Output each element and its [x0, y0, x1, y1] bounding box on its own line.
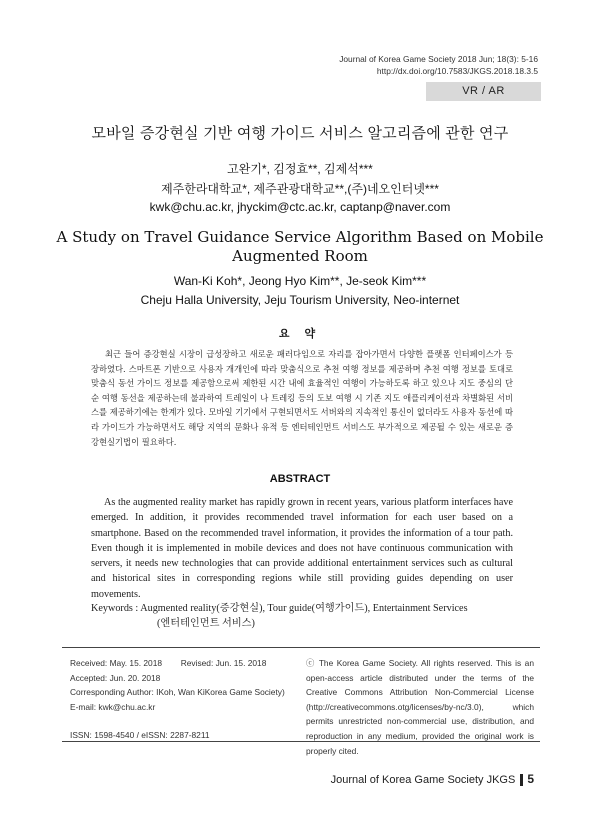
- footer-journal: Journal of Korea Game Society JKGS: [330, 774, 516, 786]
- corresponding-email: E-mail: kwk@chu.ac.kr: [70, 701, 156, 712]
- footer-separator: [520, 774, 523, 786]
- keywords-label: Keywords :: [91, 603, 139, 614]
- title-english-line1: A Study on Travel Guidance Service Algorithm Based on Mobile: [56, 228, 544, 246]
- accepted-date: Accepted: Jun. 20. 2018: [70, 672, 161, 683]
- abstract-english-heading: ABSTRACT: [269, 473, 331, 485]
- doi-link[interactable]: http://dx.doi.org/10.7583/JKGS.2018.18.3.5: [376, 66, 538, 76]
- divider-bottom: [62, 741, 540, 742]
- article-history: [70, 656, 290, 743]
- issn: ISSN: 1598-4540 / eISSN: 2287-8211: [70, 730, 210, 741]
- authors-english: Wan-Ki Koh*, Jeong Hyo Kim**, Je-seok Kim***: [173, 274, 427, 288]
- keywords-line1: Augmented reality(증강현실), Tour guide(여행가이드), Entertainment Services: [140, 603, 468, 614]
- keywords: [91, 601, 521, 631]
- title-korean: 모바일 증강현실 기반 여행 가이드 서비스 알고리즘에 관한 연구: [91, 125, 509, 142]
- divider-top: [62, 647, 540, 648]
- abstract-korean: 최근 들어 증강현실 시장이 급성장하고 새로운 패러다임으로 자리를 잡아가면서 다양한 플랫폼 인터페이스가 등장하였다. 스마트폰 기반으로 사용자 개개인에 따라 맞춤식으로 추천 여행 정보를 제공하며 추천 여행 정보를 토대로 맞춤식 동선 가이드 정보를 제공함으로써 제한된 시간 내에 효율적인 여행이 가능하도록 하고 있으나 지도 중심의 단순 여행 동선을 제공하는데 불과하여 트레일이 나 트레킹 등의 도보 여행 시 기존 지도 애플리케이션과 차별화된 서비스를 제공하기에는 한계가 있다. 모바일 기기에서 구현되면서도 서버와의 지속적인 통신이 없더라도 사용자 동선에 따라 가이드가 가능하면서도 해당 지역의 문화나 유적 등 엔터테인먼트 서비스도 부가적으로 제공될 수 있는 새로운 증강현실기법이 필요하다.: [91, 349, 513, 447]
- authors-korean: 고완기*, 김정효**, 김제석***: [227, 162, 373, 176]
- page-footer: [331, 772, 534, 786]
- page-number: 5: [527, 772, 534, 786]
- copyright-notice: ⓒ The Korea Game Society. All rights reserved. This is an open-access article distributed under the terms of the Creative Commons Attribution Non-Commercial License (http://creativecommons.otg/licenses/by-nc/3.0), which permits unrestricted non-commercial use, distribution, and reproduction in any medium, provided the original work is properly cited.: [306, 658, 534, 756]
- abstract-english: As the augmented reality market has rapidly grown in recent years, various platform interfaces have emerged. In addition, it provides recommended travel information for each user based on a smartphone. Based on the recommended travel information, it provides the information of a tour path. Even though it is implemented in mobile devices and does not have continuous communication with servers, it needs new technologies that can provide additional entertainment services such as cultural and historical sites in corresponding regions while still providing guides depending on user movements.: [91, 497, 513, 600]
- journal-citation: Journal of Korea Game Society 2018 Jun; 18(3): 5-16: [339, 54, 538, 64]
- title-english-line2: Augmented Room: [232, 247, 368, 265]
- section-label: VR / AR: [426, 82, 541, 101]
- abstract-korean-heading: 요 약: [278, 328, 322, 340]
- corresponding-author: Corresponding Author: IKoh, Wan KiKorea Game Society): [70, 687, 285, 698]
- author-emails: kwk@chu.ac.kr, jhyckim@ctc.ac.kr, captanp@naver.com: [149, 200, 451, 214]
- revised-date: Revised: Jun. 15. 2018: [180, 658, 267, 668]
- keywords-line2: (엔터테인먼트 서비스): [157, 618, 255, 629]
- title-english: [0, 228, 600, 266]
- affiliations-english: Cheju Halla University, Jeju Tourism University, Neo-internet: [140, 293, 460, 307]
- received-date: Received: May. 15. 2018: [70, 658, 163, 668]
- affiliations-korean: 제주한라대학교*, 제주관광대학교**,(주)네오인터넷***: [161, 182, 439, 196]
